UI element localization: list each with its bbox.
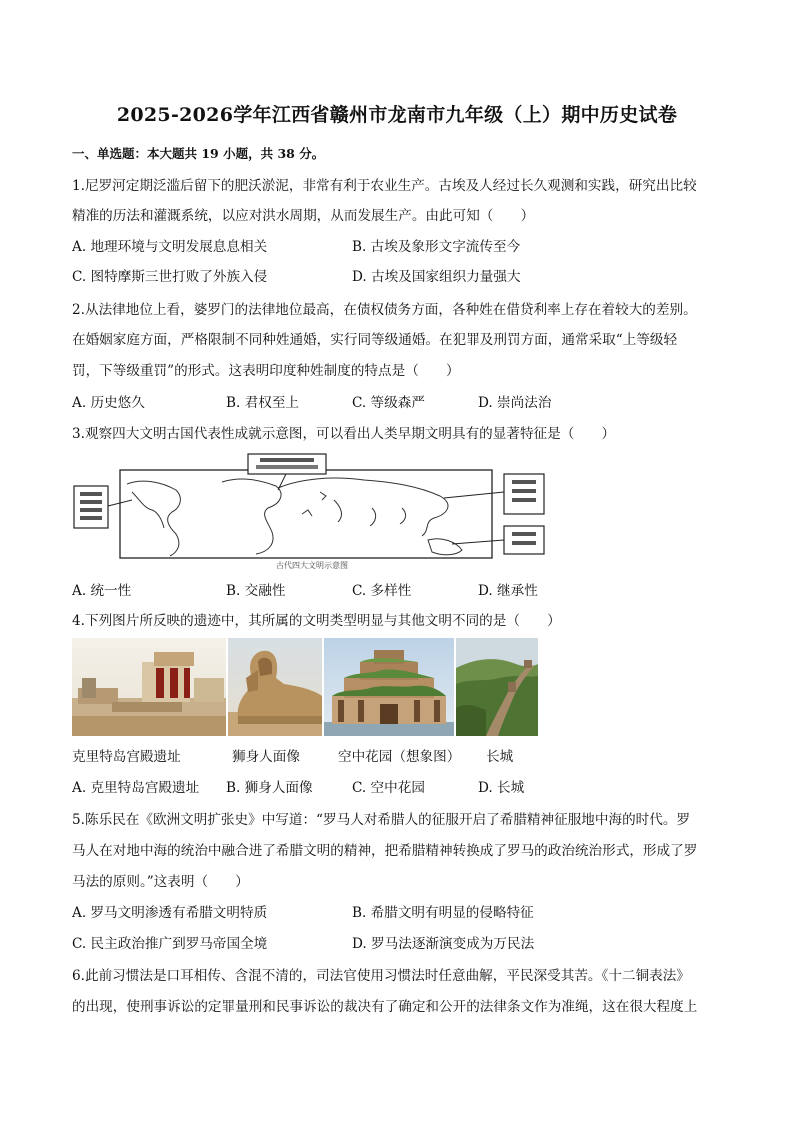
q5-option-c[interactable]: C. 民主政治推广到罗马帝国全境 bbox=[72, 936, 268, 952]
q2-option-a[interactable]: A. 历史悠久 bbox=[72, 395, 145, 411]
q2-option-c[interactable]: C. 等级森严 bbox=[352, 395, 425, 411]
great-wall-photo bbox=[456, 638, 538, 736]
question-6-line-1: 6.此前习惯法是口耳相传、含混不清的，司法官使用习惯法时任意曲解，平民深受其苦。《十二铜表法》 bbox=[72, 968, 690, 984]
question-5-line-2: 马人在对地中海的统治中融合进了希腊文明的精神，把希腊精神转换成了罗马的政治统治形式，形成了罗 bbox=[72, 843, 698, 859]
q3-option-d[interactable]: D. 继承性 bbox=[478, 583, 538, 599]
question-5-line-3: 马法的原则。”这表明（ ） bbox=[72, 874, 249, 890]
page-title: 2025-2026学年江西省赣州市龙南市九年级（上）期中历史试卷 bbox=[116, 104, 678, 126]
caption-sphinx: 狮身人面像 bbox=[232, 749, 300, 765]
civilizations-map bbox=[72, 452, 550, 570]
q2-option-d[interactable]: D. 崇尚法治 bbox=[478, 395, 552, 411]
question-2-line-3: 罚，下等级重罚”的形式。这表明印度种姓制度的特点是（ ） bbox=[72, 363, 460, 379]
knossos-palace-photo bbox=[72, 638, 226, 736]
q1-option-a[interactable]: A. 地理环境与文明发展息息相关 bbox=[72, 239, 268, 255]
sphinx-photo bbox=[228, 638, 322, 736]
q3-option-b[interactable]: B. 交融性 bbox=[226, 583, 286, 599]
q5-option-b[interactable]: B. 希腊文明有明显的侵略特征 bbox=[352, 905, 534, 921]
q1-option-c[interactable]: C. 图特摩斯三世打败了外族入侵 bbox=[72, 269, 268, 285]
section-heading: 一、单选题：本大题共 19 小题，共 38 分。 bbox=[72, 146, 325, 161]
map-caption: 古代四大文明示意图 bbox=[276, 561, 348, 570]
q4-option-a[interactable]: A. 克里特岛宫殿遗址 bbox=[72, 780, 200, 796]
q3-option-a[interactable]: A. 统一性 bbox=[72, 583, 132, 599]
q4-option-d[interactable]: D. 长城 bbox=[478, 780, 525, 796]
question-2-line-1: 2.从法律地位上看，婆罗门的法律地位最高，在债权债务方面，各种姓在借贷利率上存在着较大的差别。 bbox=[72, 302, 697, 318]
question-3-line-1: 3.观察四大文明古国代表性成就示意图，可以看出人类早期文明具有的显著特征是（ ） bbox=[72, 426, 616, 442]
q4-option-c[interactable]: C. 空中花园 bbox=[352, 780, 425, 796]
caption-hanging-gardens: 空中花园（想象图） bbox=[338, 749, 461, 765]
question-5-line-1: 5.陈乐民在《欧洲文明扩张史》中写道：“罗马人对希腊人的征服开启了希腊精神征服地中海的时代。罗 bbox=[72, 812, 691, 828]
question-4-line-1: 4.下列图片所反映的遗迹中，其所属的文明类型明显与其他文明不同的是（ ） bbox=[72, 613, 561, 629]
q1-option-d[interactable]: D. 古埃及国家组织力量强大 bbox=[352, 269, 521, 285]
q2-option-b[interactable]: B. 君权至上 bbox=[226, 395, 300, 411]
caption-knossos: 克里特岛宫殿遗址 bbox=[72, 749, 181, 765]
question-1-line-2: 精准的历法和灌溉系统，以应对洪水周期，从而发展生产。由此可知（ ） bbox=[72, 208, 535, 224]
q1-option-b[interactable]: B. 古埃及象形文字流传至今 bbox=[352, 239, 521, 255]
q4-option-b[interactable]: B. 狮身人面像 bbox=[226, 780, 313, 796]
question-6-line-2: 的出现，使刑事诉讼的定罪量刑和民事诉讼的裁决有了确定和公开的法律条文作为准绳，这在很大程度上 bbox=[72, 999, 698, 1015]
q3-option-c[interactable]: C. 多样性 bbox=[352, 583, 412, 599]
hanging-gardens-photo bbox=[324, 638, 454, 736]
question-2-line-2: 在婚姻家庭方面，严格限制不同种姓通婚，实行同等级通婚。在犯罪及刑罚方面，通常采取“上等级轻 bbox=[72, 332, 678, 348]
caption-great-wall: 长城 bbox=[486, 749, 514, 765]
q5-option-d[interactable]: D. 罗马法逐渐演变成为万民法 bbox=[352, 936, 535, 952]
question-1-line-1: 1.尼罗河定期泛滥后留下的肥沃淤泥，非常有利于农业生产。古埃及人经过长久观测和实践，研究出比较 bbox=[72, 178, 697, 194]
q5-option-a[interactable]: A. 罗马文明渗透有希腊文明特质 bbox=[72, 905, 268, 921]
